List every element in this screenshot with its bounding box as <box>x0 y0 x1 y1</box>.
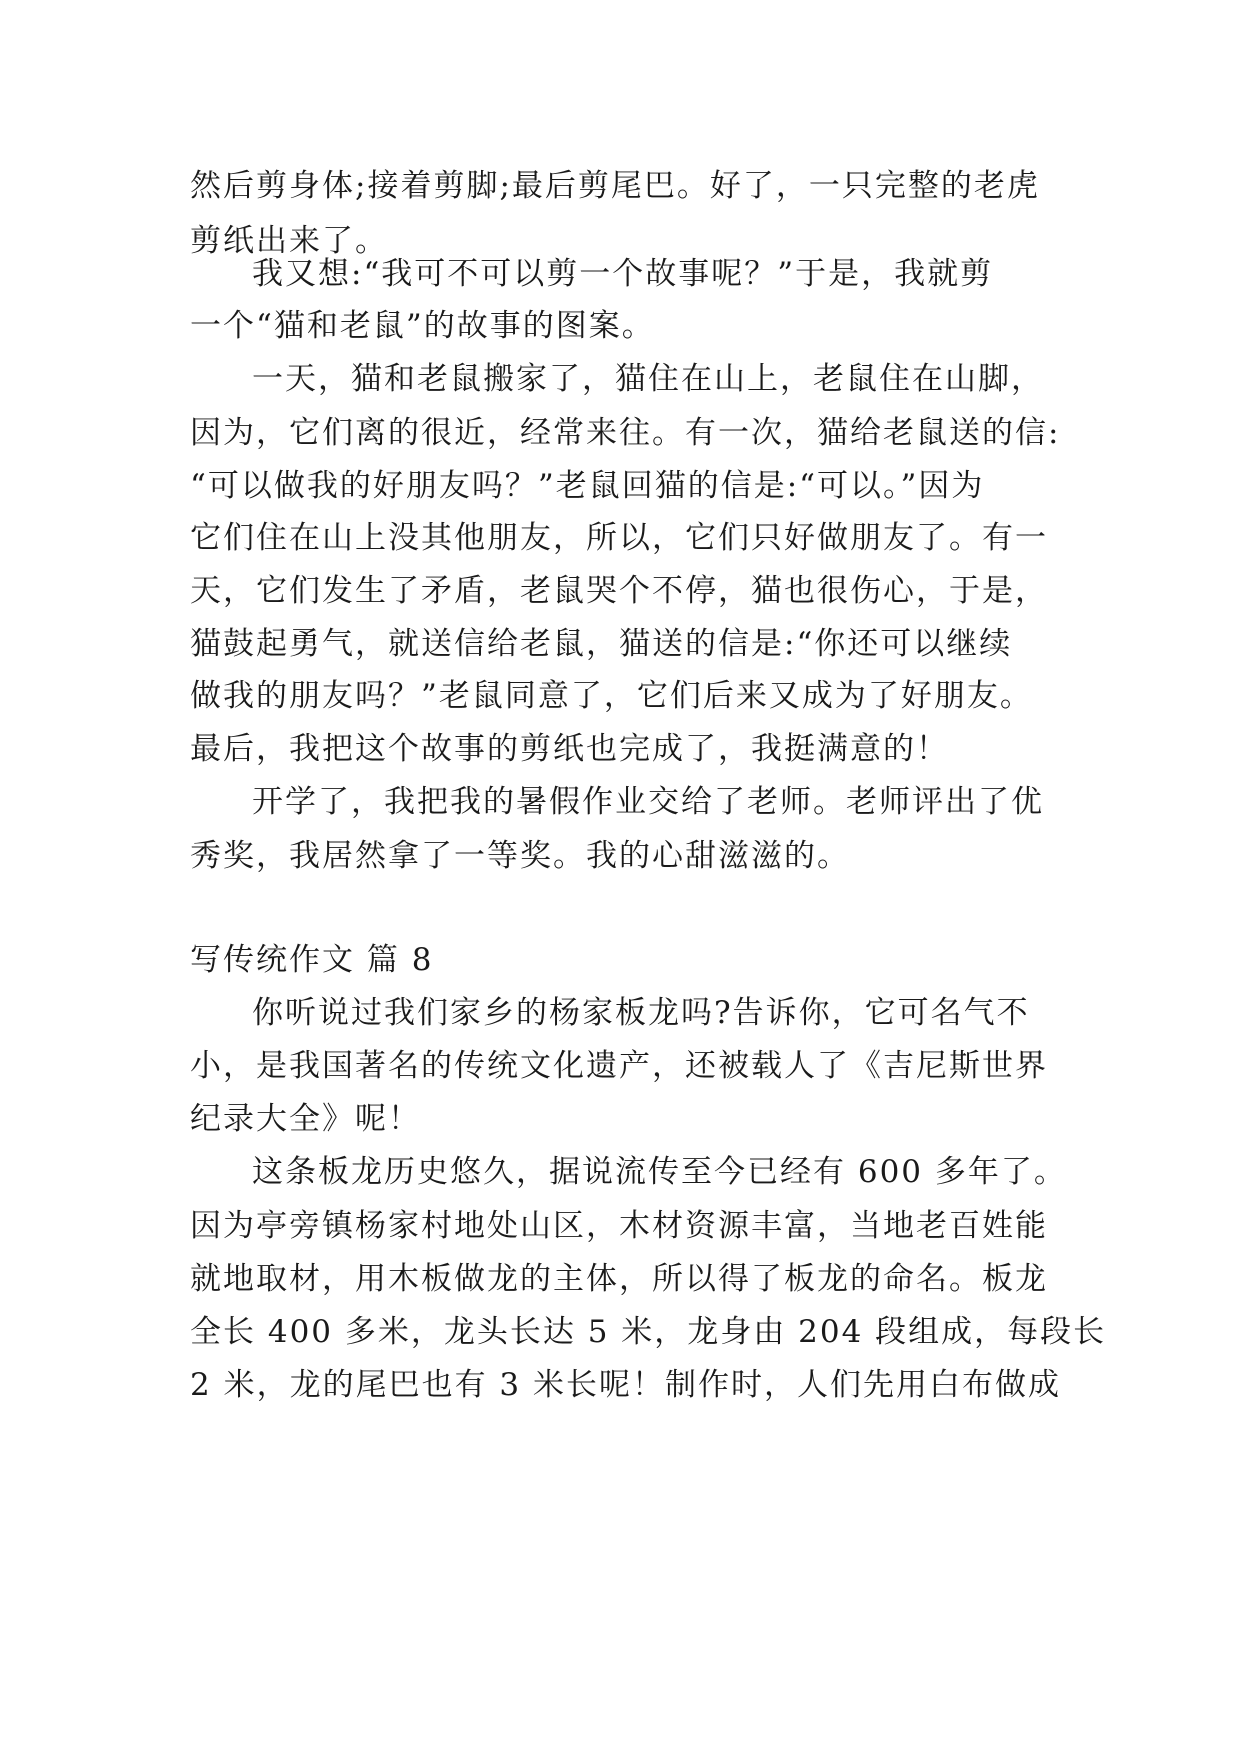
text-line: 2 米，龙的尾巴也有 3 米长呢！制作时，人们先用白布做成 <box>190 1367 1062 1403</box>
text-line: 因为，它们离的很近，经常来往。有一次，猫给老鼠送的信: <box>190 415 1061 451</box>
text-line: 它们住在山上没其他朋友，所以，它们只好做朋友了。有一 <box>190 520 1048 556</box>
text-line: 天，它们发生了矛盾，老鼠哭个不停，猫也很伤心，于是， <box>190 573 1048 609</box>
section-heading: 写传统作文 篇 8 <box>190 942 434 978</box>
text-line: 开学了，我把我的暑假作业交给了老师。老师评出了优 <box>252 784 1044 820</box>
text-line: 猫鼓起勇气，就送信给老鼠，猫送的信是:“你还可以继续 <box>190 626 1013 662</box>
text-line: 做我的朋友吗？”老鼠同意了，它们后来又成为了好朋友。 <box>190 678 1033 714</box>
text-line: 剪纸出来了。 <box>190 223 388 259</box>
text-line: “可以做我的好朋友吗？”老鼠回猫的信是:“可以。”因为 <box>190 468 985 504</box>
text-line: 你听说过我们家乡的杨家板龙吗?告诉你，它可名气不 <box>252 995 1030 1031</box>
text-line: 这条板龙历史悠久，据说流传至今已经有 600 多年了。 <box>252 1154 1067 1190</box>
text-line: 就地取材，用木板做龙的主体，所以得了板龙的命名。板龙 <box>190 1261 1048 1297</box>
text-line: 全长 400 多米，龙头长达 5 米，龙身由 204 段组成，每段长 <box>190 1314 1107 1350</box>
text-line: 一天，猫和老鼠搬家了，猫住在山上，老鼠住在山脚， <box>252 361 1044 397</box>
text-line: 秀奖，我居然拿了一等奖。我的心甜滋滋的。 <box>190 838 850 874</box>
text-line: 因为亭旁镇杨家村地处山区，木材资源丰富，当地老百姓能 <box>190 1208 1048 1244</box>
text-line: 最后，我把这个故事的剪纸也完成了，我挺满意的！ <box>190 731 949 767</box>
text-line: 纪录大全》呢！ <box>190 1101 421 1137</box>
text-line: 小，是我国著名的传统文化遗产，还被载人了《吉尼斯世界 <box>190 1048 1048 1084</box>
text-line: 然后剪身体;接着剪脚;最后剪尾巴。好了，一只完整的老虎 <box>190 168 1040 204</box>
text-line: 一个“猫和老鼠”的故事的图案。 <box>190 308 655 344</box>
text-line: 我又想:“我可不可以剪一个故事呢？”于是，我就剪 <box>252 256 994 292</box>
